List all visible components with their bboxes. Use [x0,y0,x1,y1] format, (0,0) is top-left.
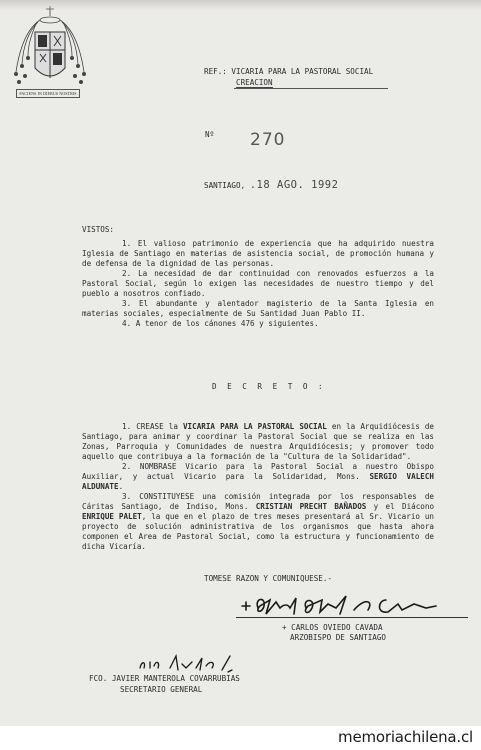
secretary-title: SECRETARIO GENERAL [120,685,203,694]
decreto-list [82,422,434,552]
reference-line: REF.: VICARIA PARA LA PASTORAL SOCIAL [204,67,374,76]
vistos-item: 1. El valioso patrimonio de experiencia que ha adquirido nuestra Iglesia de Santiago en materias de asistencia social, de promoción humana y de defensa de la dignidad de las personas. [82,239,434,268]
signatory-name: + CARLOS OVIEDO CAVADA [282,623,383,632]
vistos-item: 4. A tenor de los cánones 476 y siguientes. [122,319,319,328]
decreto-heading: D E C R E T O : [212,382,326,391]
crest-motto: FACIENS IN DIEBUS NOSTRIS [16,89,80,98]
vistos-item: 2. La necesidad de dar continuidad con renovados esfuerzos a la Pastoral Social, según lo exigen las necesidades de nuestro tiempo y del pueblo a nosotros confiado. [82,269,434,298]
date-place: SANTIAGO, [204,181,246,190]
vistos-item: 3. El abundante y alentador magisterio de la Santa Iglesia en materias sociales, especialmente de Su Santidad Juan Pablo II. [82,299,434,318]
archbishop-coat-of-arms [10,2,90,100]
decreto-item-1: 1. CREASE la VICARIA PARA LA PASTORAL SOCIAL en la Arquidiócesis de Santiago, para animar y coordinar la Pastoral Social que se realiza en las Zonas, Parroquia y Comunidades de nuestra Arquidiócesis; y promover todo aquello que contribuya a la formación de la "Cultura de la Solidaridad". [82,422,434,461]
watermark-text: memoriachilena.cl [338,728,473,746]
footer-bar [0,726,481,750]
vistos-list [82,239,434,329]
signature-line [236,617,468,618]
secretary-name: FCO. JAVIER MANTEROLA COVARRUBIAS [89,674,240,683]
closing-formula: TOMESE RAZON Y COMUNIQUESE.- [204,574,333,583]
vistos-heading: VISTOS: [82,225,115,234]
date-line [204,180,338,191]
decreto-item-2: 2. NOMBRASE Vicario para la Pastoral Social a nuestro Obispo Auxiliar, y actual Vicario para la Solidaridad, Mons. SERGIO VALECH ALDUNATE. [82,462,434,491]
date-stamp: .18 AGO. 1992 [249,179,339,191]
decreto-item-3: 3. CONSTITUYESE una comisión integrada por los responsables de Cáritas Santiago, de Indiso, Mons. CRISTIAN PRECHT BAÑADOS y el Diácono ENRIQUE PALET, la que en el plazo de tres meses presentará al Sr. Vicario un proyecto de solución administrativa de los organismos que hasta ahora componen el Area de Pastoral Social, como la estructura y funcionamiento de dicha Vicaría. [82,492,435,551]
number-label: Nº [205,130,215,139]
divider [234,88,388,89]
signatory-title: ARZOBISPO DE SANTIAGO [290,633,387,642]
document-number: 270 [250,130,286,150]
reference-subject: CREACION [236,78,273,87]
